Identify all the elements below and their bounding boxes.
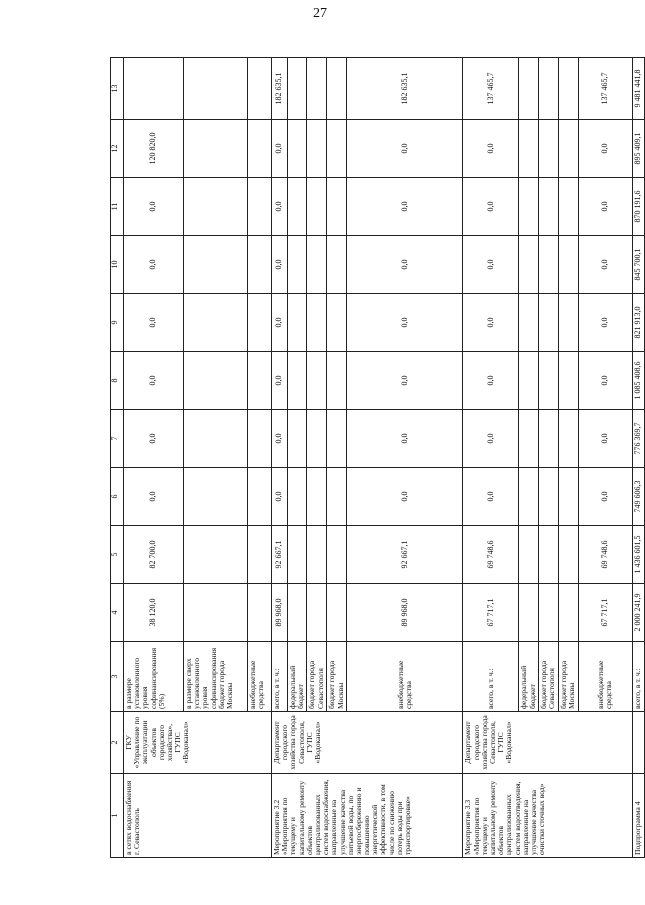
value-cell: 182 635,1	[347, 58, 463, 120]
value-cell: 0,0	[124, 352, 184, 410]
activity-name-cell: в сетях водоснабжения г. Севастополь	[124, 774, 272, 858]
responsible-cell: ГКУ «Управление по эксплуатации объектов городского хозяйства», ГУПС «Водоканал»	[124, 712, 272, 774]
total-value-cell: 870 191,6	[632, 178, 644, 236]
source-cell: в размере сверх установленного уровня софинансирования бюджет города Москвы	[184, 642, 248, 712]
value-cell: 0,0	[272, 236, 288, 294]
subprogram-total-row	[632, 58, 644, 858]
value-cell: 0,0	[463, 468, 519, 526]
total-value-cell: 2 000 241,9	[632, 584, 644, 642]
value-cell: 0,0	[347, 178, 463, 236]
activity-name-cell: Мероприятие 3.2 «Мероприятия по текущему и капитальному ремонту объектов централизованных систем водоснабжения, направленные на улучшение качества питьевой воды, по энергосбережению и повышению энергетической эффективности, в том числе по снижению потерь воды при транспортировке»	[272, 774, 463, 858]
value-cell: 0,0	[272, 468, 288, 526]
value-cell: 0,0	[463, 294, 519, 352]
value-cell: 67 717,1	[463, 584, 519, 642]
value-cell: 0,0	[124, 468, 184, 526]
value-cell: 0,0	[347, 236, 463, 294]
total-value-cell: 1 085 408,6	[632, 352, 644, 410]
source-cell: федеральный бюджет	[288, 642, 307, 712]
value-cell: 0,0	[578, 468, 632, 526]
total-value-cell: 845 700,1	[632, 236, 644, 294]
value-cell: 0,0	[578, 294, 632, 352]
value-cell: 0,0	[463, 410, 519, 468]
header-cell: 9	[111, 294, 124, 352]
value-cell: 92 667,1	[272, 526, 288, 584]
total-value-cell: 9 481 441,8	[632, 58, 644, 120]
subprogram-label: Подпрограмма 4	[632, 774, 644, 858]
value-cell: 0,0	[347, 120, 463, 178]
header-cell: 7	[111, 410, 124, 468]
header-cell: 5	[111, 526, 124, 584]
total-value-cell: 1 436 601,5	[632, 526, 644, 584]
value-cell: 89 968,0	[347, 584, 463, 642]
value-cell: 0,0	[347, 294, 463, 352]
table-row	[463, 58, 519, 858]
value-cell: 0,0	[347, 468, 463, 526]
value-cell: 0,0	[272, 294, 288, 352]
header-cell: 2	[111, 712, 124, 774]
value-cell: 0,0	[272, 120, 288, 178]
activity-name-cell: Мероприятие 3.3 «Мероприятия по текущему и капитальному ремонту объектов централизованных систем водоотведения, направленные на улучшение качества очистки сточных вод»	[463, 774, 632, 858]
value-cell: 0,0	[347, 352, 463, 410]
value-cell: 0,0	[578, 120, 632, 178]
table-row	[124, 58, 184, 858]
source-cell: всего, в т. ч.:	[272, 642, 288, 712]
source-cell: внебюджетные средства	[578, 642, 632, 712]
value-cell: 0,0	[347, 410, 463, 468]
value-cell: 0,0	[463, 120, 519, 178]
header-cell: 8	[111, 352, 124, 410]
header-cell: 6	[111, 468, 124, 526]
value-cell: 0,0	[272, 178, 288, 236]
header-cell: 11	[111, 178, 124, 236]
responsible-cell: Департамент городского хозяйства города Севастополя, ГУПС «Водоканал»	[463, 712, 632, 774]
value-cell: 137 465,7	[578, 58, 632, 120]
source-cell: бюджет города Москвы	[327, 642, 347, 712]
source-cell: внебюджетные средства	[248, 642, 272, 712]
source-cell: всего, в т. ч.:	[463, 642, 519, 712]
value-cell: 0,0	[124, 178, 184, 236]
value-cell: 92 667,1	[347, 526, 463, 584]
header-row	[111, 58, 124, 858]
header-cell: 1	[111, 774, 124, 858]
value-cell: 182 635,1	[272, 58, 288, 120]
financing-table	[110, 57, 645, 858]
value-cell: 0,0	[578, 178, 632, 236]
value-cell: 0,0	[578, 236, 632, 294]
value-cell	[124, 58, 184, 120]
value-cell: 67 717,1	[578, 584, 632, 642]
value-cell: 82 700,0	[124, 526, 184, 584]
header-cell: 12	[111, 120, 124, 178]
value-cell: 38 120,0	[124, 584, 184, 642]
value-cell: 0,0	[463, 178, 519, 236]
total-value-cell: 821 913,0	[632, 294, 644, 352]
responsible-cell: Департамент городского хозяйства города Севастополя, ГУПС «Водоканал»	[272, 712, 463, 774]
value-cell: 0,0	[463, 236, 519, 294]
value-cell: 0,0	[578, 352, 632, 410]
source-cell: бюджет города Севастополя	[538, 642, 558, 712]
value-cell: 0,0	[124, 236, 184, 294]
source-cell: всего, в т. ч.:	[632, 642, 644, 712]
total-value-cell: 776 369,7	[632, 410, 644, 468]
source-cell: бюджет города Москвы	[558, 642, 578, 712]
source-cell: федеральный бюджет	[519, 642, 538, 712]
value-cell: 69 748,6	[463, 526, 519, 584]
header-cell: 4	[111, 584, 124, 642]
rotated-table-container	[110, 58, 642, 858]
value-cell: 0,0	[578, 410, 632, 468]
source-cell: бюджет города Севастополя	[307, 642, 327, 712]
value-cell: 0,0	[272, 352, 288, 410]
source-cell: внебюджетные средства	[347, 642, 463, 712]
table-row	[272, 58, 288, 858]
value-cell: 120 820,0	[124, 120, 184, 178]
value-cell: 137 465,7	[463, 58, 519, 120]
value-cell: 69 748,6	[578, 526, 632, 584]
total-value-cell: 749 606,3	[632, 468, 644, 526]
value-cell: 0,0	[463, 352, 519, 410]
value-cell: 89 968,0	[272, 584, 288, 642]
total-value-cell: 895 409,1	[632, 120, 644, 178]
source-cell: в размере установленного уровня софинансирования (5%)	[124, 642, 184, 712]
value-cell: 0,0	[124, 294, 184, 352]
header-cell: 3	[111, 642, 124, 712]
value-cell: 0,0	[272, 410, 288, 468]
header-cell: 10	[111, 236, 124, 294]
value-cell: 0,0	[124, 410, 184, 468]
page-number: 27	[313, 6, 327, 21]
header-cell: 13	[111, 58, 124, 120]
